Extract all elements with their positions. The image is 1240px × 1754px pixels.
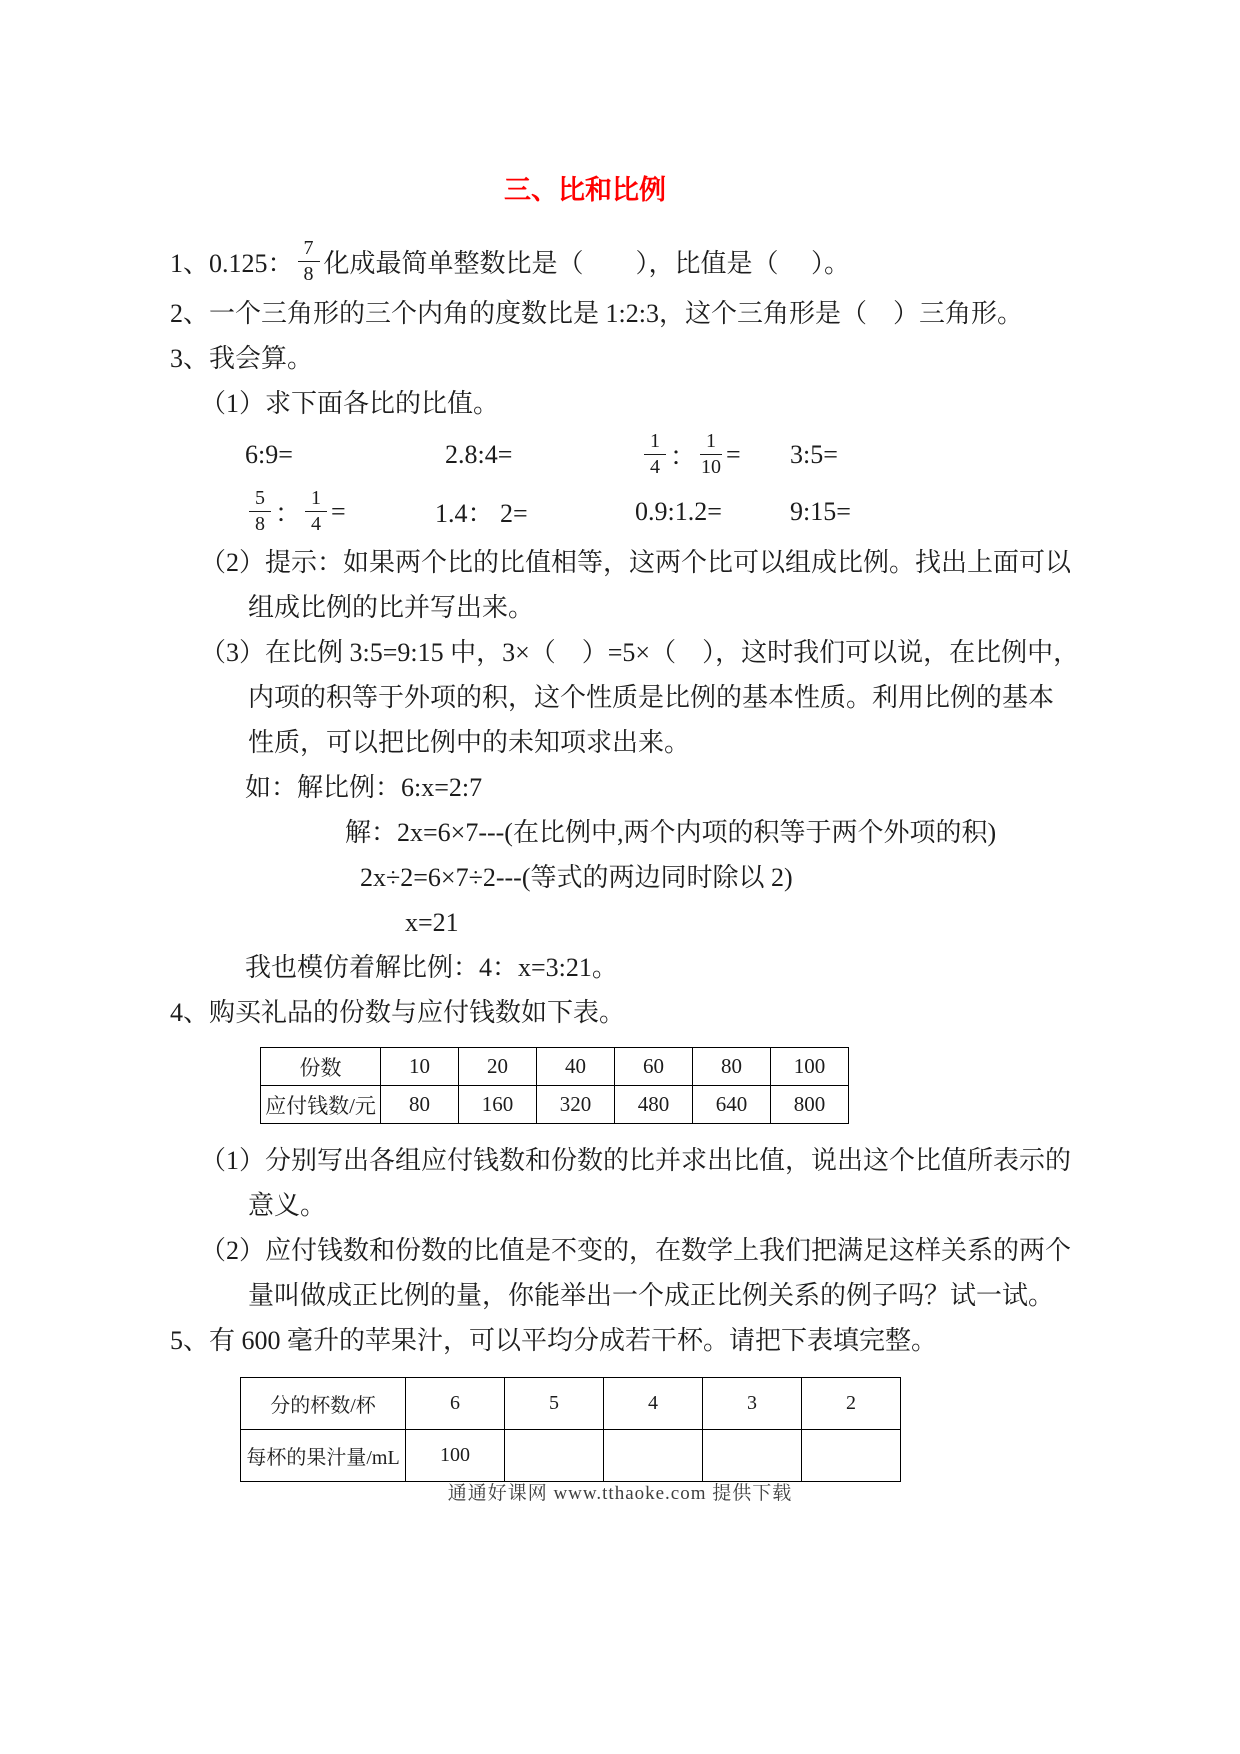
table-cell: 60 — [615, 1048, 693, 1086]
table-row — [241, 1430, 901, 1482]
table-cell: 480 — [615, 1086, 693, 1124]
page-title: 三、比和比例 — [504, 175, 666, 205]
table-row — [261, 1048, 849, 1086]
q3-solution-step1: 解：2x=6×7---(在比例中,两个内项的积等于两个外项的积) — [345, 818, 997, 847]
table-cell: 100 — [771, 1048, 849, 1086]
q3-part3-line3: 性质，可以把比例中的未知项求出来。 — [248, 728, 691, 757]
table-cell: 320 — [537, 1086, 615, 1124]
juice-table — [240, 1377, 901, 1482]
table-header-cell: 份数 — [261, 1048, 381, 1086]
table-header-cell: 应付钱数/元 — [261, 1086, 381, 1124]
fraction-numerator: 1 — [644, 430, 666, 455]
ratio-item-fractions — [245, 487, 435, 536]
table-cell: 40 — [537, 1048, 615, 1086]
fraction-denominator: 4 — [311, 513, 322, 535]
table-cell: 80 — [381, 1086, 459, 1124]
table-cell-empty — [703, 1430, 802, 1482]
fraction-denominator: 8 — [303, 262, 314, 285]
ratio-item: 2.8:4= — [445, 439, 513, 469]
table-cell: 6 — [406, 1378, 505, 1430]
table-header-cell: 每杯的果汁量/mL — [241, 1430, 406, 1482]
fraction-numerator: 5 — [249, 487, 271, 512]
fraction-numerator: 1 — [305, 487, 327, 512]
table-cell: 160 — [459, 1086, 537, 1124]
question-5: 5、有 600 毫升的苹果汁，可以平均分成若干杯。请把下表填完整。 — [170, 1326, 938, 1355]
q3-part2-line2: 组成比例的比并写出来。 — [248, 593, 535, 622]
question-4: 4、购买礼品的份数与应付钱数如下表。 — [170, 998, 626, 1027]
q3-part1-label: （1）求下面各比的比值。 — [200, 389, 500, 418]
ratio-row-2 — [245, 483, 1170, 540]
table-cell-empty — [802, 1430, 901, 1482]
ratio-item: 3:5= — [790, 439, 838, 469]
table-cell: 3 — [703, 1378, 802, 1430]
fraction-1-4 — [644, 430, 666, 479]
table-cell: 5 — [505, 1378, 604, 1430]
ratio-item: 9:15= — [790, 496, 851, 526]
fraction-1-10 — [700, 430, 722, 479]
fraction-denominator: 4 — [650, 456, 660, 478]
ratio-item-fractions — [640, 430, 790, 479]
ratio-item: 6:9= — [245, 439, 293, 469]
q4-part2-line2: 量叫做成正比例的量，你能举出一个成正比例关系的例子吗？试一试。 — [248, 1281, 1055, 1310]
equals-sign: = — [331, 496, 346, 526]
fraction-7-8 — [298, 237, 320, 286]
q3-solution-step2: 2x÷2=6×7÷2---(等式的两边同时除以 2) — [360, 863, 793, 892]
q3-practice: 我也模仿着解比例：4：x=3:21。 — [245, 953, 618, 982]
fraction-5-8 — [249, 487, 271, 536]
fraction-numerator: 1 — [700, 430, 722, 455]
q3-part2-line1: （2）提示：如果两个比的比值相等，这两个比可以组成比例。找出上面可以 — [200, 548, 1072, 577]
table-cell: 800 — [771, 1086, 849, 1124]
ratio-colon: ： — [275, 499, 302, 528]
table-cell: 4 — [604, 1378, 703, 1430]
question-1 — [170, 231, 1170, 291]
q4-part1-line1: （1）分别写出各组应付钱数和份数的比并求出比值，说出这个比值所表示的 — [200, 1146, 1072, 1175]
ratio-colon: ： — [670, 442, 697, 471]
ratio-item: 0.9:1.2= — [635, 496, 722, 526]
ratio-row-1 — [245, 426, 1170, 483]
ratio-item: 1.4： 2= — [435, 499, 528, 528]
table-cell: 2 — [802, 1378, 901, 1430]
table-cell-empty — [604, 1430, 703, 1482]
q3-solution-step3: x=21 — [405, 908, 459, 937]
price-table — [260, 1047, 849, 1124]
q3-part3-line2: 内项的积等于外项的积，这个性质是比例的基本性质。利用比例的基本 — [248, 683, 1055, 712]
q3-example: 如：解比例：6:x=2:7 — [245, 773, 483, 802]
table-row — [261, 1086, 849, 1124]
q3-part3-line1: （3）在比例 3:5=9:15 中，3×（ ）=5×（ ），这时我们可以说，在比例中， — [200, 638, 1080, 667]
table-cell: 20 — [459, 1048, 537, 1086]
table-row — [241, 1378, 901, 1430]
question-1-prefix: 1、0.125： — [170, 248, 294, 278]
fraction-denominator: 10 — [701, 456, 722, 478]
table-header-cell: 分的杯数/杯 — [241, 1378, 406, 1430]
table-cell: 10 — [381, 1048, 459, 1086]
fraction-denominator: 8 — [255, 513, 265, 535]
equals-sign: = — [726, 439, 741, 469]
table-cell: 100 — [406, 1430, 505, 1482]
q4-part1-line2: 意义。 — [248, 1191, 327, 1220]
question-3: 3、我会算。 — [170, 344, 314, 373]
q4-part2-line1: （2）应付钱数和份数的比值是不变的，在数学上我们把满足这样关系的两个 — [200, 1236, 1072, 1265]
fraction-1-4 — [305, 487, 327, 536]
table-cell-empty — [505, 1430, 604, 1482]
question-1-suffix: 化成最简单整数比是（ ），比值是（ ）。 — [323, 248, 851, 278]
table-cell: 640 — [693, 1086, 771, 1124]
page-footer: 通通好课网 www.tthaoke.com 提供下载 — [447, 1483, 793, 1504]
fraction-numerator: 7 — [298, 237, 320, 262]
table-cell: 80 — [693, 1048, 771, 1086]
question-2: 2、一个三角形的三个内角的度数比是 1:2:3，这个三角形是（ ）三角形。 — [170, 299, 1023, 328]
